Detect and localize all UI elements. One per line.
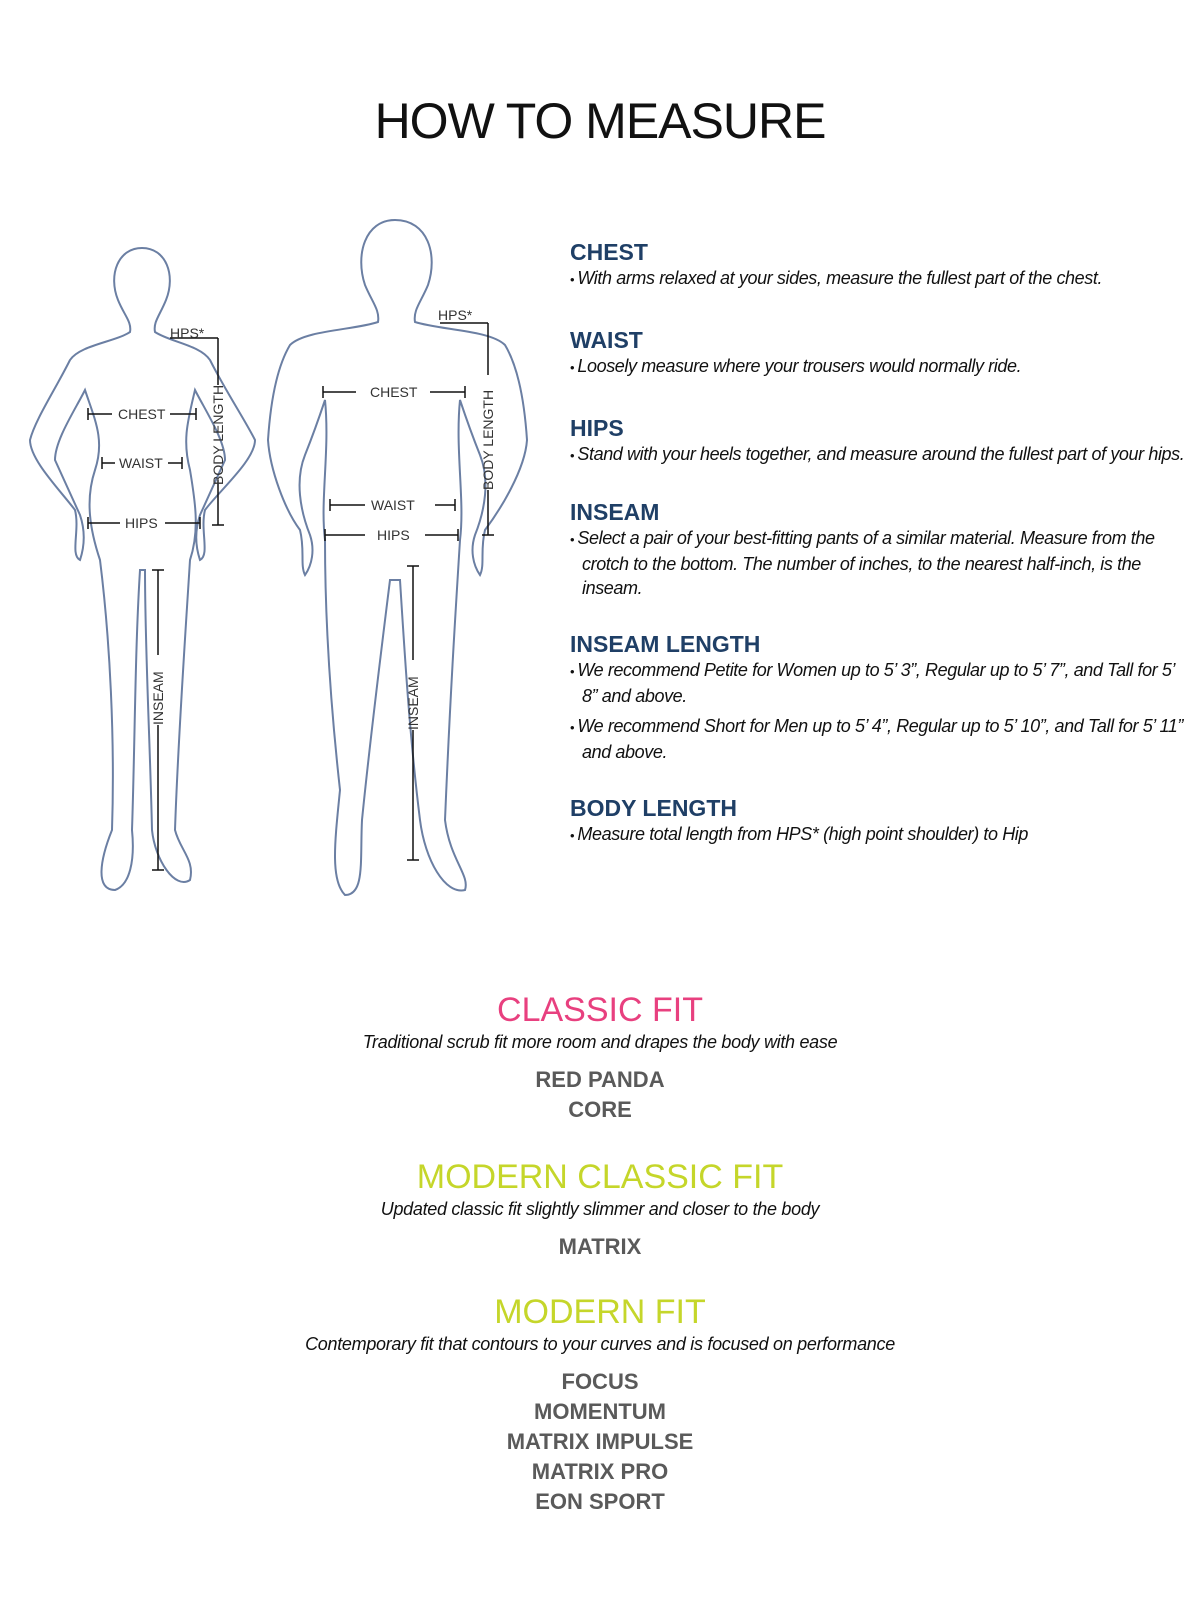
measure-body-length xyxy=(570,794,1190,848)
women-silhouette xyxy=(30,248,255,890)
measure-heading: HIPS xyxy=(570,415,624,441)
men-silhouette xyxy=(268,220,527,895)
men-hips-label: HIPS xyxy=(377,527,410,543)
measure-bullet: • Select a pair of your best-fitting pants of a similar material. Measure from the crotch to the bottom. The number of inches, to the nearest half-inch, is the inseam. xyxy=(570,526,1190,600)
fit-description: Updated classic fit slightly slimmer and closer to the body xyxy=(380,1199,820,1219)
product-name: CORE xyxy=(568,1097,632,1122)
product-name: MATRIX IMPULSE xyxy=(506,1429,694,1454)
men-chest-label: CHEST xyxy=(370,384,418,400)
women-chest-label: CHEST xyxy=(118,406,166,422)
men-waist-label: WAIST xyxy=(371,497,415,513)
women-waist-label: WAIST xyxy=(119,455,163,471)
product-name: MATRIX xyxy=(558,1234,642,1259)
measure-bullet: • We recommend Short for Men up to 5’ 4”, Regular up to 5’ 10”, and Tall for 5’ 11” and above. xyxy=(570,714,1190,764)
measurement-instructions xyxy=(570,238,1190,874)
measure-bullet: • We recommend Petite for Women up to 5’ 3”, Regular up to 5’ 7”, and Tall for 5’ 8” and above. xyxy=(570,658,1190,708)
measure-bullet: • Measure total length from HPS* (high point shoulder) to Hip xyxy=(570,822,1190,848)
men-hps-label: HPS* xyxy=(438,307,473,323)
measure-chest xyxy=(570,238,1190,292)
measure-inseam-length xyxy=(570,630,1190,764)
product-name: EON SPORT xyxy=(535,1489,665,1514)
women-hps-label: HPS* xyxy=(170,325,205,341)
measure-bullet: • Stand with your heels together, and measure around the fullest part of your hips. xyxy=(570,442,1190,468)
product-name: RED PANDA xyxy=(535,1067,665,1092)
measurement-diagram xyxy=(0,200,560,920)
fit-guide xyxy=(0,990,1200,1539)
measure-inseam xyxy=(570,498,1190,600)
measure-waist xyxy=(570,326,1190,380)
measure-heading: BODY LENGTH xyxy=(570,795,737,821)
women-hips-label: HIPS xyxy=(125,515,158,531)
product-name: MOMENTUM xyxy=(534,1399,666,1424)
product-name: FOCUS xyxy=(561,1369,639,1394)
women-body-length-label: BODY LENGTH xyxy=(210,384,226,485)
product-name: MATRIX PRO xyxy=(531,1459,669,1484)
measure-heading: INSEAM LENGTH xyxy=(570,631,761,657)
fit-modern-classic xyxy=(0,1157,1200,1262)
measure-heading: WAIST xyxy=(570,327,643,353)
fit-title: MODERN CLASSIC FIT xyxy=(416,1158,784,1196)
measure-heading: CHEST xyxy=(570,239,648,265)
fit-description: Traditional scrub fit more room and drapes the body with ease xyxy=(362,1032,838,1052)
measure-bullet: • With arms relaxed at your sides, measure the fullest part of the chest. xyxy=(570,266,1190,292)
fit-title: CLASSIC FIT xyxy=(497,991,703,1029)
men-inseam-label: INSEAM xyxy=(405,676,421,730)
measure-heading: INSEAM xyxy=(570,499,660,525)
measure-hips xyxy=(570,414,1190,468)
measure-bullet: • Loosely measure where your trousers would normally ride. xyxy=(570,354,1190,380)
fit-title: MODERN FIT xyxy=(494,1293,706,1331)
women-inseam-label: INSEAM xyxy=(150,671,166,725)
men-body-length-label: BODY LENGTH xyxy=(480,389,496,490)
fit-modern xyxy=(0,1292,1200,1517)
fit-description: Contemporary fit that contours to your curves and is focused on performance xyxy=(305,1334,895,1354)
page-title: HOW TO MEASURE xyxy=(374,93,826,149)
fit-classic xyxy=(0,990,1200,1125)
